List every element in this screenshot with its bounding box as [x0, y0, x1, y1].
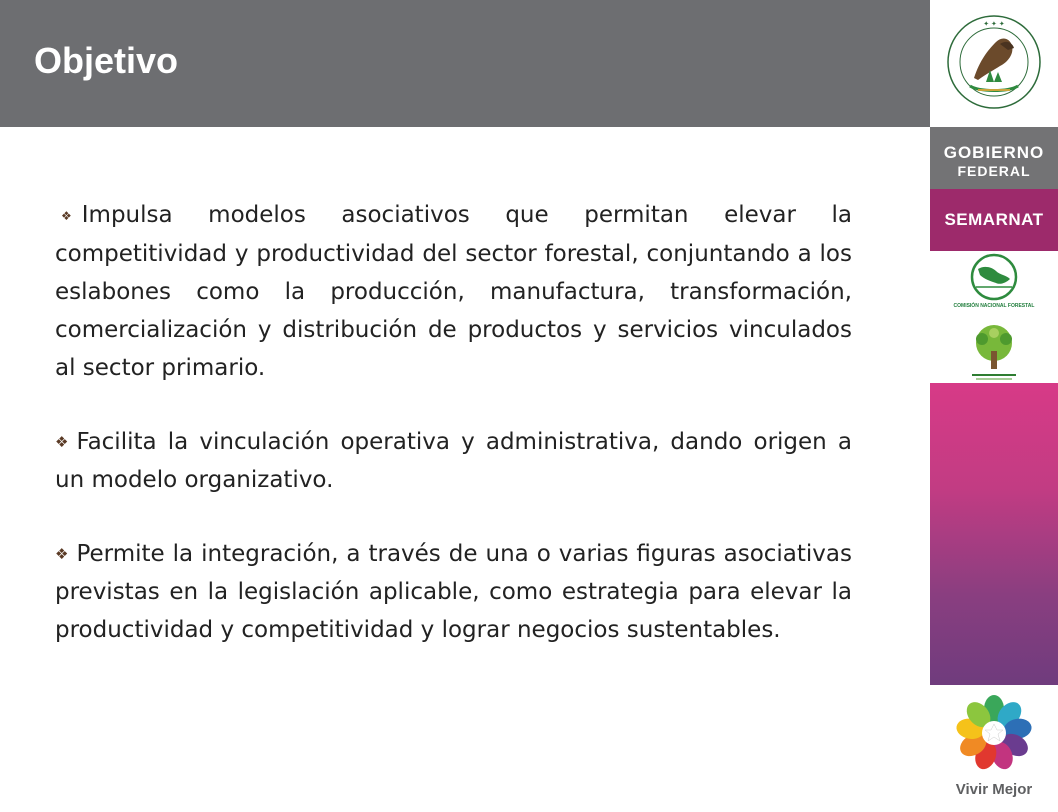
slide-title: Objetivo — [34, 40, 179, 81]
conafor-logo — [930, 251, 1058, 321]
bullet-text: Permite la integración, a través de una o varias figuras asociativas previstas en la legislación aplicable, como estrategia para elevar la productividad y competitividad y lograr negocios sustentables. — [55, 541, 852, 643]
diamond-bullet-icon: ❖ — [55, 545, 69, 563]
vivir-mejor-label: Vivir Mejor — [955, 781, 1033, 798]
gobierno-label: GOBIERNO — [943, 143, 1045, 162]
diamond-bullet-icon: ❖ — [61, 209, 72, 223]
bullet-item — [55, 196, 852, 387]
bullet-item — [55, 423, 852, 499]
svg-text:✦ ✦ ✦: ✦ ✦ ✦ — [983, 21, 1005, 28]
bullet-text: Impulsa modelos asociativos que permitan elevar la competitividad y productividad del sector forestal, conjuntando a los eslabones como la producción, manufactura, transformación, comercialización y distribución de productos y servicios vinculados al sector primario. — [55, 202, 852, 381]
vivir-mejor-logo — [930, 685, 1058, 812]
institutional-sidebar — [930, 0, 1058, 812]
conafor-full-name: COMISIÓN NACIONAL FORESTAL — [953, 303, 1035, 309]
bullet-text: Facilita la vinculación operativa y administrativa, dando origen a un modelo organizativo. — [55, 429, 852, 493]
title-bar — [0, 0, 930, 127]
diamond-bullet-icon: ❖ — [55, 433, 69, 451]
conafor-globe-icon — [930, 251, 1058, 303]
gobierno-federal-banner — [930, 127, 1058, 189]
eagle-seal-icon — [930, 0, 1058, 127]
semarnat-banner: SEMARNAT — [930, 189, 1058, 251]
year-of-forests-logo — [930, 321, 1058, 383]
federal-label: FEDERAL — [957, 163, 1031, 179]
tree-people-icon — [930, 321, 1058, 383]
flower-logo-icon — [930, 685, 1058, 775]
slide-content — [55, 196, 852, 685]
bullet-item — [55, 535, 852, 649]
national-seal-logo — [930, 0, 1058, 127]
decorative-gradient-strip — [930, 383, 1058, 685]
